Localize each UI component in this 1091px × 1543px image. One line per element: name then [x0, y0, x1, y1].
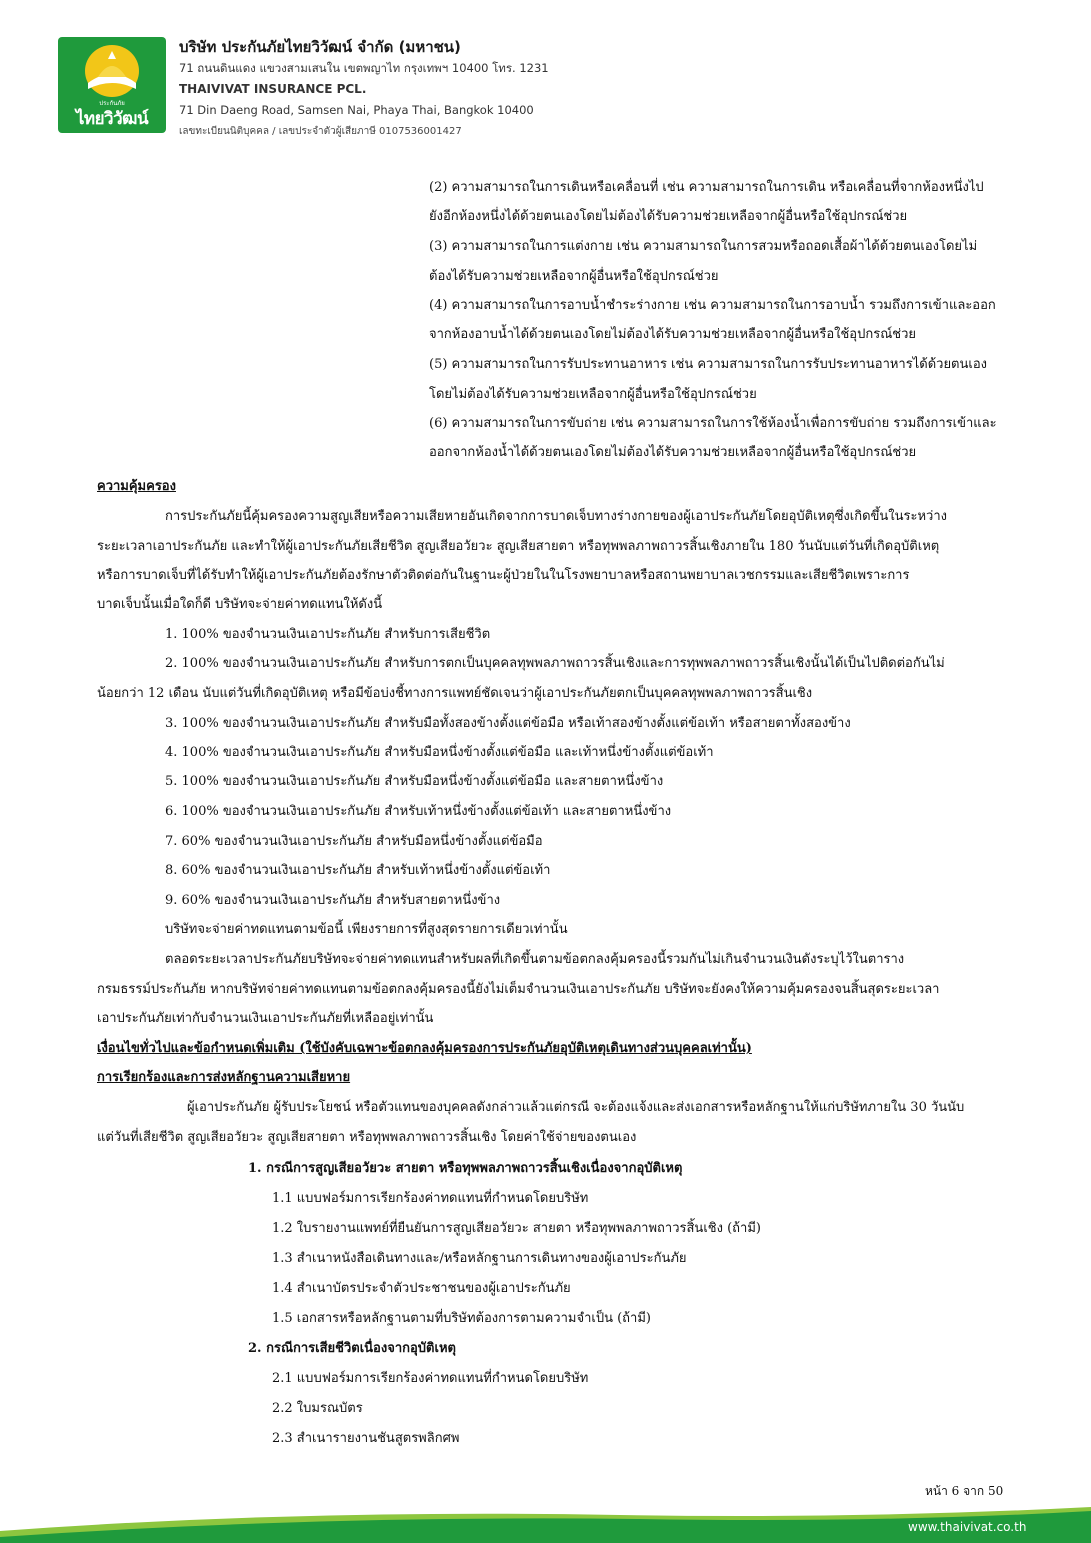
- claims-case2-title: 2. กรณีการเสียชีวิตเนื่องจากอุบัติเหตุ: [248, 1341, 456, 1356]
- company-english-name: THAIVIVAT INSURANCE PCL.: [179, 82, 367, 96]
- ability-line: จากห้องอาบน้ำได้ด้วยตนเองโดยไม่ต้องได้รับความช่วยเหลือจากผู้อื่นหรือใช้อุปกรณ์ช่วย: [429, 327, 917, 342]
- ability-line: (2) ความสามารถในการเดินหรือเคลื่อนที่ เช่น ความสามารถในการเดิน หรือเคลื่อนที่จากห้องหนึ่งไป: [429, 180, 984, 195]
- conditions-heading: เงื่อนไขทั่วไปและข้อกำหนดเพิ่มเติม (ใช้บังคับเฉพาะข้อตกลงคุ้มครองการประกันภัยอุบัติเหตุเดินทางส่วนบุคคลเท่านั้น): [97, 1041, 752, 1056]
- company-logo: [58, 37, 166, 133]
- company-registration: เลขทะเบียนนิติบุคคล / เลขประจำตัวผู้เสียภาษี 0107536001427: [179, 126, 462, 137]
- ability-line: ออกจากห้องน้ำได้ด้วยตนเองโดยไม่ต้องได้รับความช่วยเหลือจากผู้อื่นหรือใช้อุปกรณ์ช่วย: [429, 445, 917, 460]
- coverage-intro-line: บาดเจ็บนั้นเมื่อใดก็ดี บริษัทจะจ่ายค่าทดแทนให้ดังนี้: [97, 597, 383, 612]
- claims-case1-item: 1.1 แบบฟอร์มการเรียกร้องค่าทดแทนที่กำหนดโดยบริษัท: [272, 1191, 589, 1206]
- company-english-address: 71 Din Daeng Road, Samsen Nai, Phaya Thai, Bangkok 10400: [179, 103, 534, 117]
- coverage-heading: ความคุ้มครอง: [97, 479, 176, 494]
- coverage-item: 3. 100% ของจำนวนเงินเอาประกันภัย สำหรับมือทั้งสองข้างตั้งแต่ข้อมือ หรือเท้าสองข้างตั้งแต่ข้อเท้า หรือสายตาทั้งสองข้าง: [165, 716, 851, 731]
- coverage-intro-line: หรือการบาดเจ็บที่ได้รับทำให้ผู้เอาประกันภัยต้องรักษาตัวติดต่อกันในฐานะผู้ป่วยในในโรงพยาบาลหรือสถานพยาบาลเวชกรรมและเสียชีวิตเพราะการ: [97, 568, 910, 583]
- claims-heading: การเรียกร้องและการส่งหลักฐานความเสียหาย: [97, 1070, 351, 1085]
- coverage-limit-line: กรมธรรม์ประกันภัย หากบริษัทจ่ายค่าทดแทนตามข้อตกลงคุ้มครองนี้ยังไม่เต็มจำนวนเงินเอาประกันภัย บริษัทจะยังคงให้ความคุ้มครองจนสิ้นสุดระยะเวลา: [97, 982, 940, 997]
- company-thai-name: บริษัท ประกันภัยไทยวิวัฒน์ จำกัด (มหาชน): [179, 38, 461, 56]
- coverage-intro-line: การประกันภัยนี้คุ้มครองความสูญเสียหรือความเสียหายอันเกิดจากการบาดเจ็บทางร่างกายของผู้เอาประกันภัยโดยอุบัติเหตุซึ่งเกิดขึ้นในระหว่าง: [165, 509, 947, 524]
- coverage-item: 6. 100% ของจำนวนเงินเอาประกันภัย สำหรับเท้าหนึ่งข้างตั้งแต่ข้อเท้า และสายตาหนึ่งข้าง: [165, 804, 672, 819]
- claims-case1-title: 1. กรณีการสูญเสียอวัยวะ สายตา หรือทุพพลภาพถาวรสิ้นเชิงเนื่องจากอุบัติเหตุ: [248, 1161, 683, 1176]
- company-info: [179, 37, 549, 142]
- ability-line: (5) ความสามารถในการรับประทานอาหาร เช่น ความสามารถในการรับประทานอาหารได้ด้วยตนเอง: [429, 357, 987, 372]
- coverage-limit-line: เอาประกันภัยเท่ากับจำนวนเงินเอาประกันภัยที่เหลืออยู่เท่านั้น: [97, 1011, 434, 1026]
- claims-intro-line: ผู้เอาประกันภัย ผู้รับประโยชน์ หรือตัวแทนของบุคคลดังกล่าวแล้วแต่กรณี จะต้องแจ้งและส่งเอกสารหรือหลักฐานให้แก่บริษัทภายใน 30 วันนับ: [187, 1100, 965, 1115]
- claims-case1-item: 1.4 สำเนาบัตรประจำตัวประชาชนของผู้เอาประกันภัย: [272, 1281, 571, 1296]
- coverage-item: 4. 100% ของจำนวนเงินเอาประกันภัย สำหรับมือหนึ่งข้างตั้งแต่ข้อมือ และเท้าหนึ่งข้างตั้งแต่ข้อเท้า: [165, 745, 714, 760]
- page-number: หน้า 6 จาก 50: [925, 1484, 1004, 1498]
- coverage-intro-line: ระยะเวลาเอาประกันภัย และทำให้ผู้เอาประกันภัยเสียชีวิต สูญเสียอวัยวะ สูญเสียสายตา หรือทุพพลภาพถาวรสิ้นเชิงภายใน 180 วันนับแต่วันที่เกิดอุบัติเหตุ: [97, 539, 940, 554]
- ability-line: (3) ความสามารถในการแต่งกาย เช่น ความสามารถในการสวมหรือถอดเสื้อผ้าได้ด้วยตนเองโดยไม่: [429, 239, 978, 254]
- logo-small-text: ประกันภัย: [99, 100, 125, 107]
- ability-line: ต้องได้รับความช่วยเหลือจากผู้อื่นหรือใช้อุปกรณ์ช่วย: [429, 269, 719, 284]
- ability-line: (6) ความสามารถในการขับถ่าย เช่น ความสามารถในการใช้ห้องน้ำเพื่อการขับถ่าย รวมถึงการเข้าและ: [429, 416, 997, 431]
- claims-case2-item: 2.1 แบบฟอร์มการเรียกร้องค่าทดแทนที่กำหนดโดยบริษัท: [272, 1371, 589, 1386]
- coverage-item: 5. 100% ของจำนวนเงินเอาประกันภัย สำหรับมือหนึ่งข้างตั้งแต่ข้อมือ และสายตาหนึ่งข้าง: [165, 774, 664, 789]
- claims-case1-item: 1.3 สำเนาหนังสือเดินทางและ/หรือหลักฐานการเดินทางของผู้เอาประกันภัย: [272, 1251, 687, 1266]
- claims-case1-item: 1.2 ใบรายงานแพทย์ที่ยืนยันการสูญเสียอวัยวะ สายตา หรือทุพพลภาพถาวรสิ้นเชิง (ถ้ามี): [272, 1221, 761, 1236]
- claims-case2-item: 2.2 ใบมรณบัตร: [272, 1401, 363, 1416]
- coverage-item: 9. 60% ของจำนวนเงินเอาประกันภัย สำหรับสายตาหนึ่งข้าง: [165, 893, 501, 908]
- coverage-item: 1. 100% ของจำนวนเงินเอาประกันภัย สำหรับการเสียชีวิต: [165, 627, 491, 642]
- ability-line: โดยไม่ต้องได้รับความช่วยเหลือจากผู้อื่นหรือใช้อุปกรณ์ช่วย: [429, 387, 757, 402]
- company-thai-address: 71 ถนนดินแดง แขวงสามเสนใน เขตพญาไท กรุงเทพฯ 10400 โทร. 1231: [179, 61, 549, 75]
- claims-case2-item: 2.3 สำเนารายงานชันสูตรพลิกศพ: [272, 1431, 460, 1446]
- logo-name: ไทยวิวัฒน์: [75, 109, 149, 129]
- website-link[interactable]: www.thaivivat.co.th: [908, 1520, 1027, 1534]
- ability-line: ยังอีกห้องหนึ่งได้ด้วยตนเองโดยไม่ต้องได้รับความช่วยเหลือจากผู้อื่นหรือใช้อุปกรณ์ช่วย: [429, 209, 908, 224]
- coverage-item: 8. 60% ของจำนวนเงินเอาประกันภัย สำหรับเท้าหนึ่งข้างตั้งแต่ข้อเท้า: [165, 863, 551, 878]
- claims-case1-item: 1.5 เอกสารหรือหลักฐานตามที่บริษัทต้องการตามความจำเป็น (ถ้ามี): [272, 1311, 651, 1326]
- coverage-max-note: บริษัทจะจ่ายค่าทดแทนตามข้อนี้ เพียงรายการที่สูงสุดรายการเดียวเท่านั้น: [165, 922, 568, 937]
- claims-intro-line: แต่วันที่เสียชีวิต สูญเสียอวัยวะ สูญเสียสายตา หรือทุพพลภาพถาวรสิ้นเชิง โดยค่าใช้จ่ายของตนเอง: [97, 1130, 637, 1145]
- coverage-item: น้อยกว่า 12 เดือน นับแต่วันที่เกิดอุบัติเหตุ หรือมีข้อบ่งชี้ทางการแพทย์ชัดเจนว่าผู้เอาประกันภัยตกเป็นบุคคลทุพพลภาพถาวรสิ้นเชิง: [97, 686, 813, 701]
- ability-line: (4) ความสามารถในการอาบน้ำชำระร่างกาย เช่น ความสามารถในการอาบน้ำ รวมถึงการเข้าและออก: [429, 298, 996, 313]
- coverage-limit-line: ตลอดระยะเวลาประกันภัยบริษัทจะจ่ายค่าทดแทนสำหรับผลที่เกิดขึ้นตามข้อตกลงคุ้มครองนี้รวมกันไม่เกินจำนวนเงินดังระบุไว้ในตาราง: [165, 952, 905, 967]
- coverage-item: 2. 100% ของจำนวนเงินเอาประกันภัย สำหรับการตกเป็นบุคคลทุพพลภาพถาวรสิ้นเชิงและการทุพพลภาพถาวรสิ้นเชิงนั้นได้เป็นไปติดต่อกันไม่: [165, 656, 945, 671]
- coverage-item: 7. 60% ของจำนวนเงินเอาประกันภัย สำหรับมือหนึ่งข้างตั้งแต่ข้อมือ: [165, 834, 543, 849]
